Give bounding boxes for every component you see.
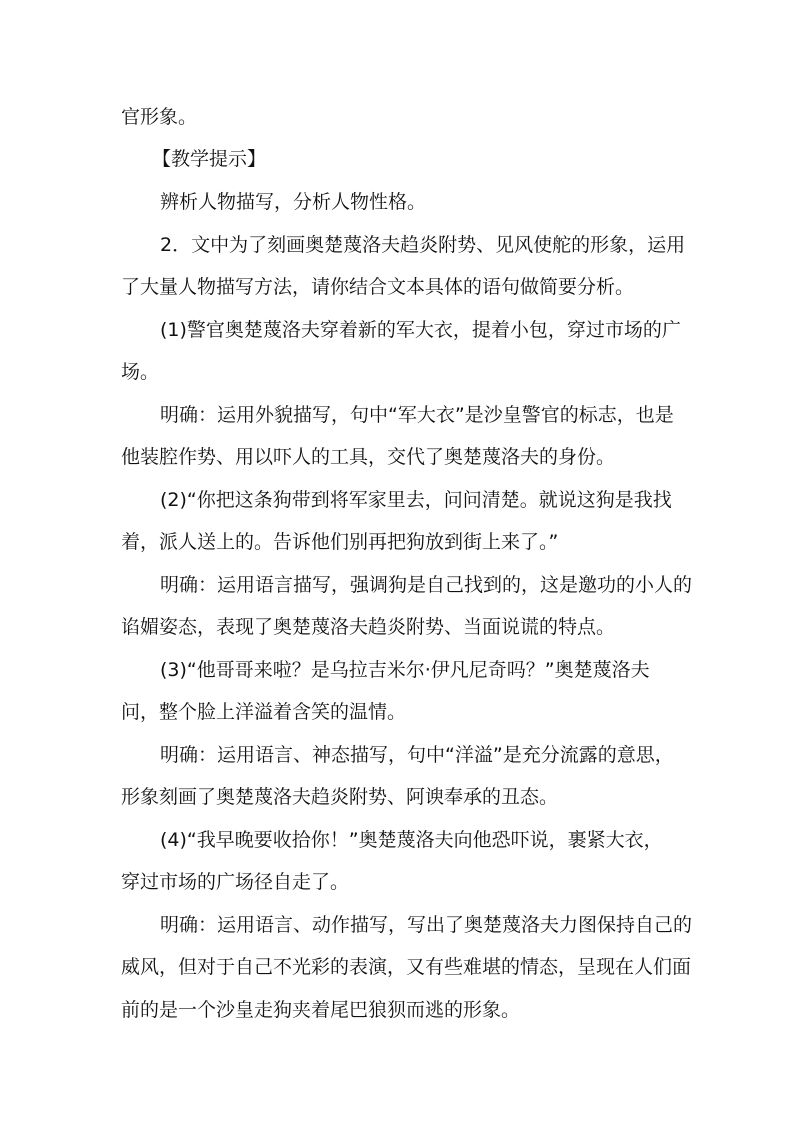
quote-line: (4)“我早晚要收拾你！”奥楚蔑洛夫向他恐吓说，裹紧大衣，	[160, 829, 663, 851]
quote-line: 场。	[121, 361, 160, 383]
answer-line: 形象刻画了奥楚蔑洛夫趋炎附势、阿谀奉承的丑态。	[121, 786, 559, 808]
text-line: 官形象。	[121, 106, 198, 128]
answer-line: 威风，但对于自己不光彩的表演，又有些难堪的情态，呈现在人们面	[121, 956, 692, 978]
quote-line: 着，派人送上的。告诉他们别再把狗放到街上来了。”	[121, 531, 559, 553]
quote-line: (3)“他哥哥来啦？是乌拉吉米尔·伊凡尼奇吗？”奥楚蔑洛夫	[160, 659, 650, 681]
answer-line: 前的是一个沙皇走狗夹着尾巴狼狈而逃的形象。	[121, 999, 521, 1021]
quote-line: (2)“你把这条狗带到将军家里去，问问清楚。就说这狗是我找	[160, 489, 672, 511]
quote-line: 问，整个脸上洋溢着含笑的温情。	[121, 701, 407, 723]
answer-line: 明确：运用语言、动作描写，写出了奥楚蔑洛夫力图保持自己的	[160, 914, 693, 936]
answer-line: 他装腔作势、用以吓人的工具，交代了奥楚蔑洛夫的身份。	[121, 446, 616, 468]
answer-line: 明确：运用语言、神态描写，句中“洋溢”是充分流露的意思，	[160, 744, 674, 766]
quote-line: 穿过市场的广场径自走了。	[121, 871, 350, 893]
answer-line: 明确：运用语言描写，强调狗是自己找到的，这是邀功的小人的	[160, 574, 693, 596]
answer-line: 明确：运用外貌描写，句中“军大衣”是沙皇警官的标志，也是	[160, 404, 674, 426]
question-line: 2．文中为了刻画奥楚蔑洛夫趋炎附势、见风使舵的形象，运用	[160, 234, 686, 256]
answer-line: 谄媚姿态，表现了奥楚蔑洛夫趋炎附势、当面说谎的特点。	[121, 616, 616, 638]
quote-line: (1)警官奥楚蔑洛夫穿着新的军大衣，提着小包，穿过市场的广	[160, 319, 681, 341]
section-heading: 【教学提示】	[152, 148, 267, 170]
text-line: 辨析人物描写，分析人物性格。	[160, 191, 427, 213]
question-line: 了大量人物描写方法，请你结合文本具体的语句做简要分析。	[121, 276, 635, 298]
